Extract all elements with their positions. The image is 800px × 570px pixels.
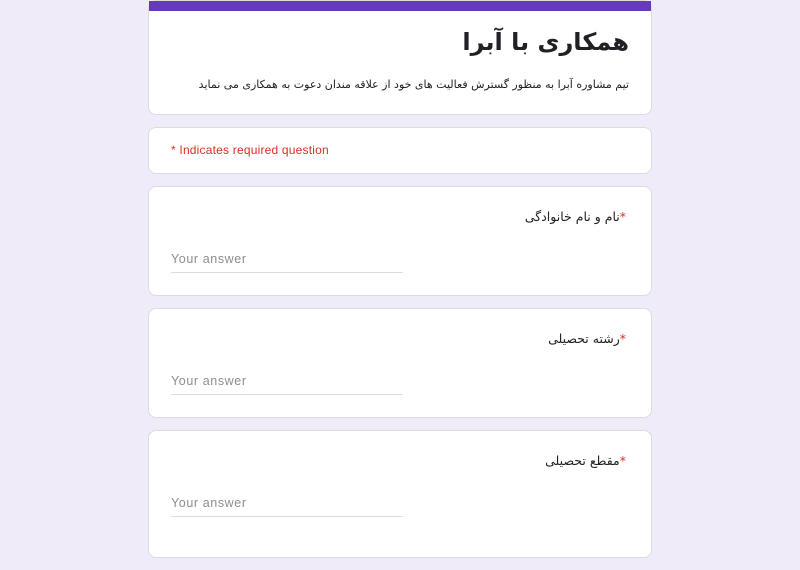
page-title: همکاری با آبرا	[462, 28, 629, 56]
form-description: تیم مشاوره آبرا به منظور گسترش فعالیت های خود از علاقه مندان دعوت به همکاری می نماید	[198, 78, 629, 92]
form-header-card	[148, 0, 652, 115]
required-question-notice	[148, 127, 652, 174]
question-text-1: نام و نام خانوادگی	[524, 208, 620, 224]
accent-bar	[149, 1, 651, 11]
question-text-2: رشته تحصیلی	[548, 330, 620, 346]
question-label-2	[171, 331, 629, 346]
required-asterisk-1: *	[619, 208, 626, 224]
question-card-3	[148, 430, 652, 558]
question-card-1	[148, 186, 652, 296]
question-label-1	[171, 209, 629, 224]
question-card-2	[148, 308, 652, 418]
required-asterisk-2: *	[619, 330, 626, 346]
answer-input-2[interactable]	[171, 374, 403, 395]
form-container	[148, 0, 652, 570]
question-text-3: مقطع تحصیلی	[545, 452, 620, 468]
answer-input-3[interactable]	[171, 496, 403, 517]
answer-input-1[interactable]	[171, 252, 403, 273]
form-header-body	[149, 11, 651, 114]
required-asterisk-3: *	[619, 452, 626, 468]
required-notice-text: * Indicates required question	[171, 142, 329, 157]
question-label-3	[171, 453, 629, 468]
